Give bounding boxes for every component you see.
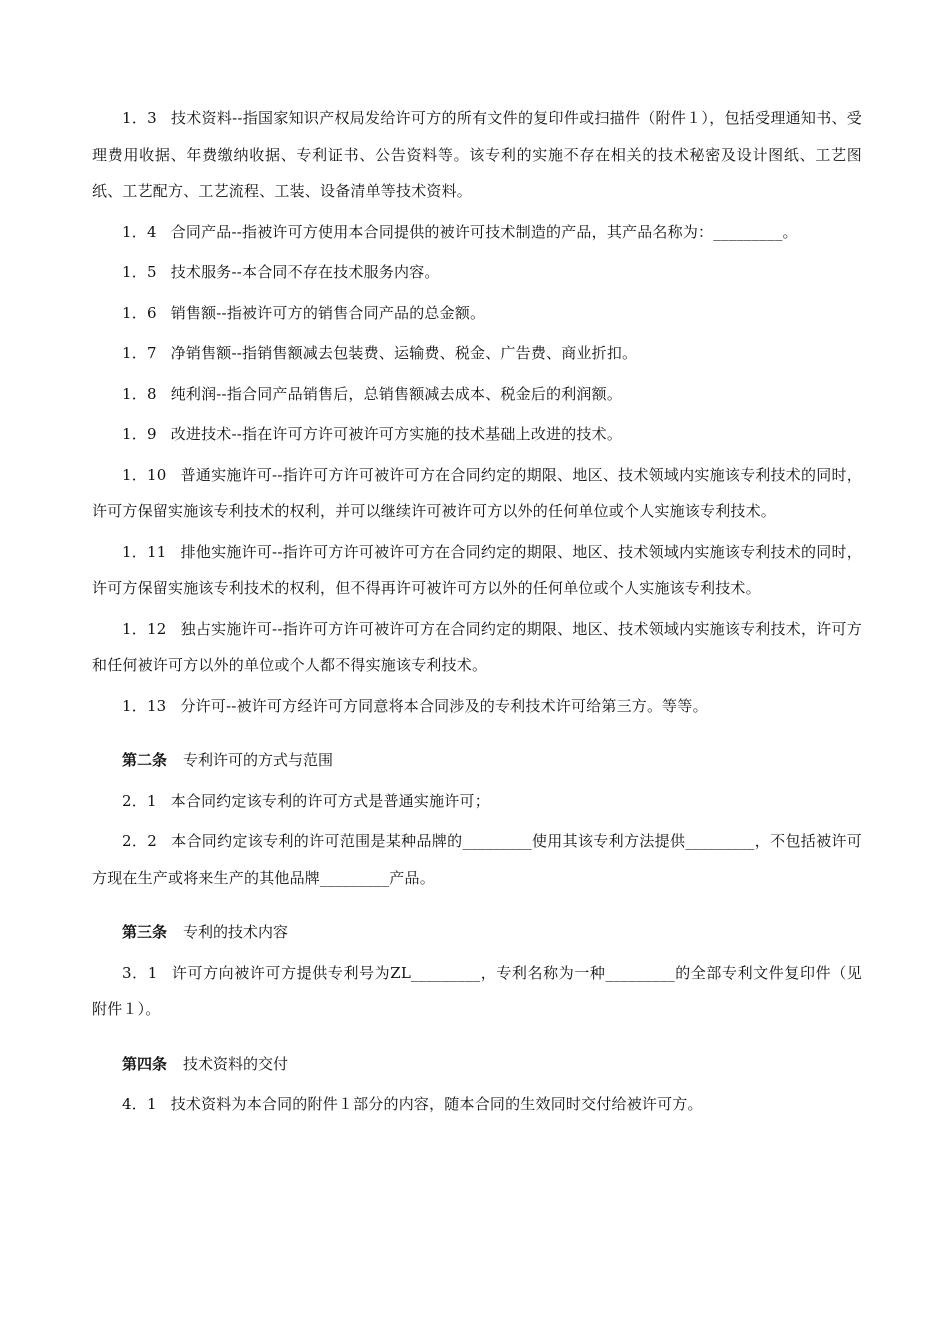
article-4-heading	[92, 1046, 862, 1083]
clause-text: 技术服务--本合同不存在技术服务内容。	[170, 263, 440, 281]
article-label: 第四条	[122, 1054, 168, 1073]
clause-text: 本合同约定该专利的许可范围是某种品牌的_________使用其该专利方法提供_________，不包括被许可方现在生产或将来生产的其他品牌_________产品。	[92, 832, 862, 887]
clause-1-8	[92, 376, 862, 413]
clause-number: 4．1	[122, 1095, 157, 1113]
clause-text: 改进技术--指在许可方许可被许可方实施的技术基础上改进的技术。	[170, 425, 623, 443]
clause-1-4	[92, 214, 862, 251]
clause-number: 1．4	[122, 222, 157, 241]
clause-number: 1．6	[122, 303, 157, 322]
clause-text: 技术资料为本合同的附件１部分的内容，随本合同的生效同时交付给被许可方。	[170, 1095, 703, 1113]
clause-text: 销售额--指被许可方的销售合同产品的总金额。	[170, 303, 486, 322]
clause-text: 独占实施许可--指许可方许可被许可方在合同约定的期限、地区、技术领域内实施该专利技术，许可方和任何被许可方以外的单位或个人都不得实施该专利技术。	[92, 619, 862, 674]
clause-text: 合同产品--指被许可方使用本合同提供的被许可技术制造的产品，其产品名称为：_________。	[170, 222, 798, 241]
article-3-heading	[92, 914, 862, 951]
clause-1-7	[92, 335, 862, 372]
clause-number: 1．13	[122, 696, 167, 715]
clause-2-2	[92, 823, 862, 896]
clause-number: 2．1	[122, 791, 157, 810]
clause-4-1	[92, 1086, 862, 1123]
clause-3-1	[92, 955, 862, 1028]
clause-text: 本合同约定该专利的许可方式是普通实施许可；	[170, 791, 490, 810]
article-label: 第三条	[122, 923, 168, 941]
clause-text: 技术资料--指国家知识产权局发给许可方的所有文件的复印件或扫描件（附件１），包括受理通知书、受理费用收据、年费缴纳收据、专利证书、公告资料等。该专利的实施不存在相关的技术秘密及设计图纸、工艺图纸、工艺配方、工艺流程、工装、设备清单等技术资料。	[92, 109, 863, 200]
clause-1-11	[92, 534, 862, 607]
contract-page	[92, 100, 862, 1127]
article-2-heading	[92, 742, 862, 779]
clause-number: 1．12	[122, 619, 167, 638]
clause-number: 1．7	[122, 344, 157, 362]
clause-1-3	[92, 100, 862, 210]
article-title: 专利许可的方式与范围	[183, 751, 334, 769]
clause-1-9	[92, 416, 862, 453]
clause-1-5	[92, 254, 862, 291]
clause-text: 排他实施许可--指许可方许可被许可方在合同约定的期限、地区、技术领域内实施该专利技术的同时，许可方保留实施该专利技术的权利，但不得再许可被许可方以外的任何单位或个人实施该专利技术。	[92, 542, 862, 597]
clause-text: 纯利润--指合同产品销售后，总销售额减去成本、税金后的利润额。	[170, 384, 623, 403]
clause-text: 净销售额--指销售额减去包装费、运输费、税金、广告费、商业折扣。	[170, 344, 638, 362]
clause-text: 分许可--被许可方经许可方同意将本合同涉及的专利技术许可给第三方。等等。	[180, 696, 708, 715]
clause-text: 许可方向被许可方提供专利号为ZL_________，专利名称为一种_________的全部专利文件复印件（见附件１）。	[92, 963, 863, 1018]
clause-number: 1．9	[122, 425, 157, 443]
clause-1-6	[92, 295, 862, 332]
clause-number: 1．10	[122, 465, 167, 484]
clause-1-12	[92, 611, 862, 684]
clause-number: 1．3	[122, 109, 157, 127]
clause-number: 1．8	[122, 384, 157, 403]
clause-number: 1．5	[122, 263, 157, 281]
clause-2-1	[92, 783, 862, 820]
clause-1-10	[92, 457, 862, 530]
clause-text: 普通实施许可--指许可方许可被许可方在合同约定的期限、地区、技术领域内实施该专利技术的同时，许可方保留实施该专利技术的权利，并可以继续许可被许可方以外的任何单位或个人实施该专利技术。	[92, 465, 862, 520]
article-title: 技术资料的交付	[183, 1054, 289, 1073]
clause-number: 1．11	[122, 542, 167, 561]
article-title: 专利的技术内容	[183, 923, 289, 941]
clause-number: 2．2	[122, 832, 157, 850]
clause-number: 3．1	[122, 963, 158, 982]
clause-1-13	[92, 688, 862, 725]
article-label: 第二条	[122, 751, 168, 769]
